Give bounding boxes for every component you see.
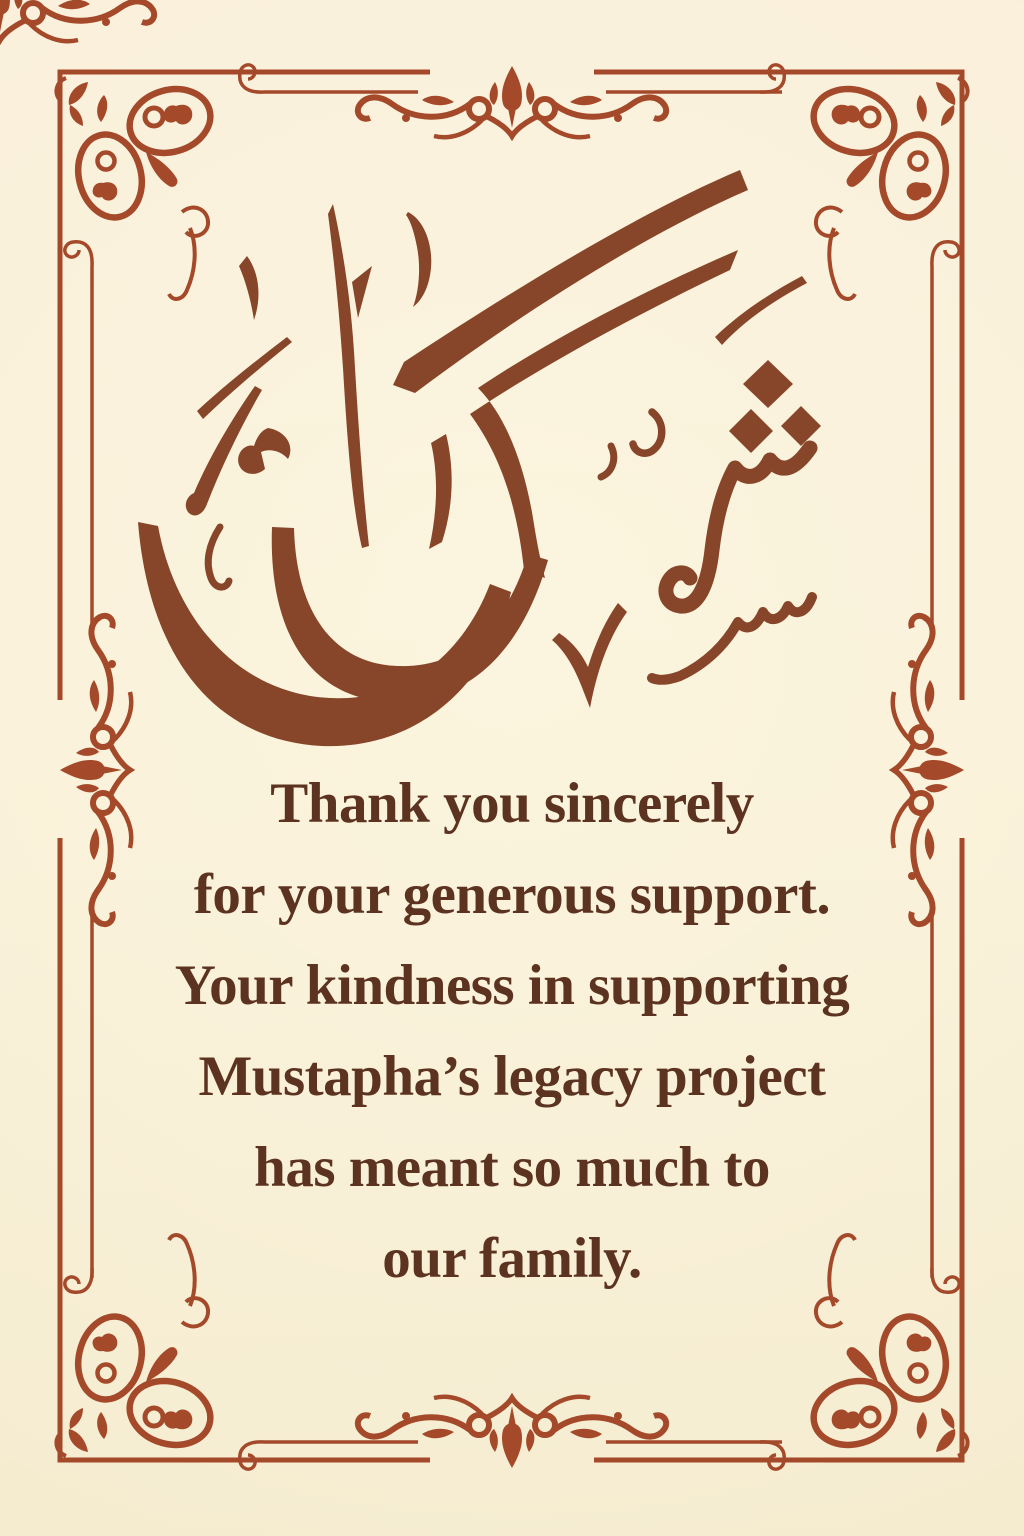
- corner-flourish: [56, 65, 264, 299]
- message-line: Mustapha’s legacy project: [198, 1045, 826, 1108]
- top-center-ornament: [358, 66, 666, 137]
- message-line: our family.: [382, 1227, 642, 1290]
- message-line: for your generous support.: [193, 863, 831, 926]
- message-line: Your kindness in supporting: [174, 954, 850, 1017]
- message-line: Thank you sincerely: [270, 772, 754, 835]
- shukran-calligraphy: [138, 170, 821, 746]
- scroll-ornament: [0, 0, 154, 41]
- thank-you-message: [80, 758, 944, 1304]
- message-line: has meant so much to: [254, 1136, 770, 1199]
- bottom-center-ornament: [358, 1397, 666, 1468]
